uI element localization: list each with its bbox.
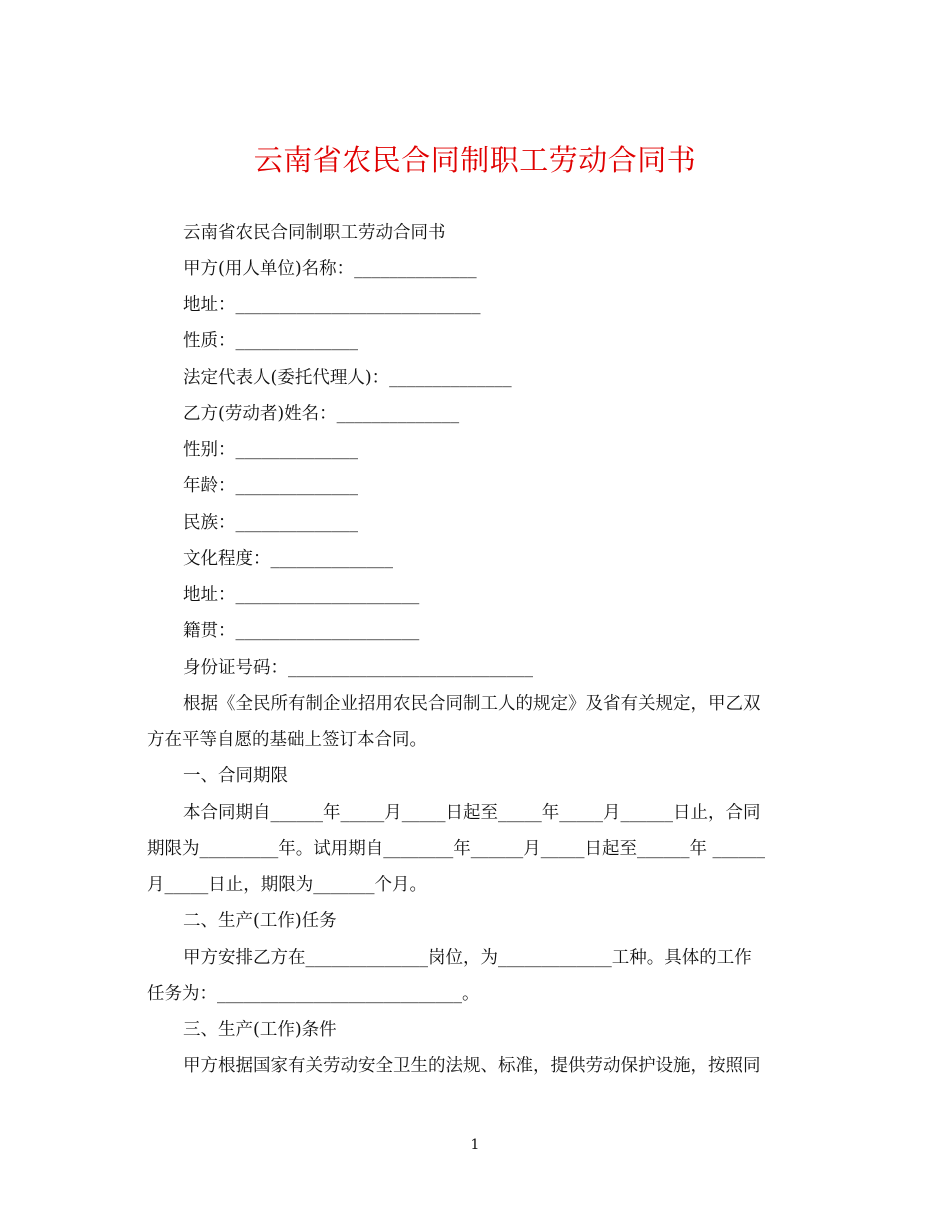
paragraph-term-line-2: 期限为_________年。试用期自________年______月_____日起至______年 ______ bbox=[147, 839, 766, 859]
party-a-name-field: 甲方(用人单位)名称：______________ bbox=[183, 259, 477, 279]
ethnicity-field: 民族：______________ bbox=[183, 513, 358, 533]
native-place-field: 籍贯：_____________________ bbox=[183, 621, 420, 641]
subtitle-line: 云南省农民合同制职工劳动合同书 bbox=[183, 223, 446, 243]
education-field: 文化程度：______________ bbox=[183, 549, 393, 569]
legal-representative-field: 法定代表人(委托代理人)：______________ bbox=[183, 368, 512, 388]
page-number: 1 bbox=[470, 1137, 480, 1153]
paragraph-tasks-line-2: 任务为：____________________________。 bbox=[147, 984, 480, 1004]
paragraph-intro-line-1: 根据《全民所有制企业招用农民合同制工人的规定》及省有关规定，甲乙双 bbox=[183, 694, 761, 714]
paragraph-term-line-3: 月_____日止，期限为_______个月。 bbox=[147, 875, 427, 895]
paragraph-term-line-1: 本合同期自______年_____月_____日起至_____年_____月______日止，合同 bbox=[183, 803, 761, 823]
section-heading-tasks: 二、生产(工作)任务 bbox=[183, 911, 337, 931]
gender-field: 性别：______________ bbox=[183, 440, 358, 460]
id-number-field: 身份证号码：____________________________ bbox=[183, 658, 533, 678]
party-b-name-field: 乙方(劳动者)姓名：______________ bbox=[183, 404, 460, 424]
age-field: 年龄：______________ bbox=[183, 476, 358, 496]
section-heading-term: 一、合同期限 bbox=[183, 766, 288, 786]
document-title: 云南省农民合同制职工劳动合同书 bbox=[253, 143, 697, 177]
paragraph-conditions-line-1: 甲方根据国家有关劳动安全卫生的法规、标准，提供劳动保护设施，按照同 bbox=[183, 1056, 761, 1076]
party-a-address-field: 地址：____________________________ bbox=[183, 295, 481, 315]
paragraph-intro-line-2: 方在平等自愿的基础上签订本合同。 bbox=[147, 730, 427, 750]
party-a-nature-field: 性质：______________ bbox=[183, 331, 358, 351]
paragraph-tasks-line-1: 甲方安排乙方在______________岗位，为_____________工种。具体的工作 bbox=[183, 948, 752, 968]
party-b-address-field: 地址：_____________________ bbox=[183, 585, 420, 605]
section-heading-conditions: 三、生产(工作)条件 bbox=[183, 1020, 337, 1040]
